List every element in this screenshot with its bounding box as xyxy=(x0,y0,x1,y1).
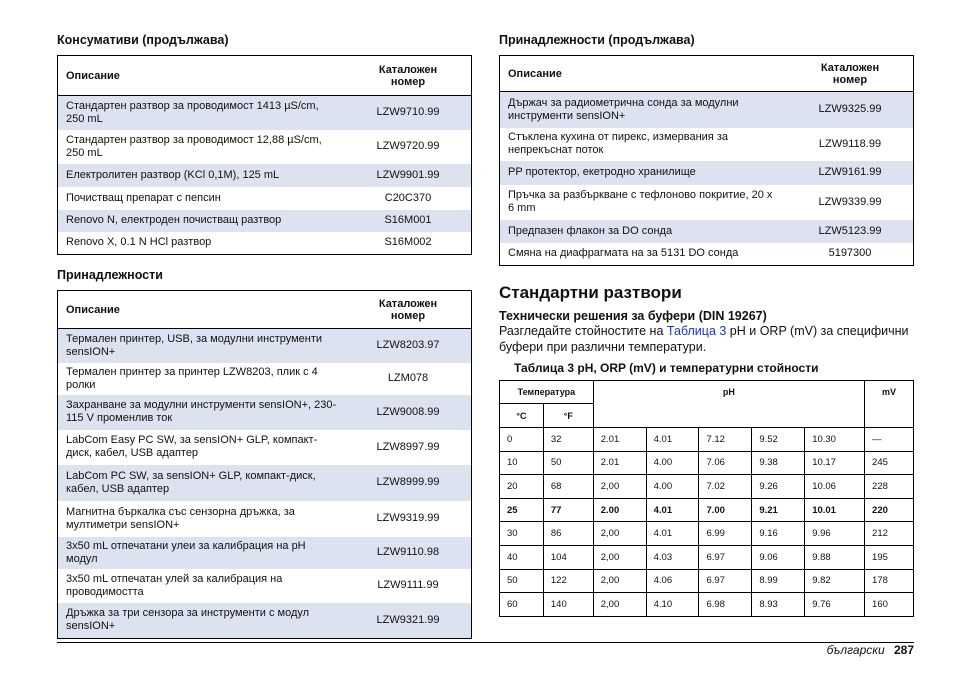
table-cell: 2.01 xyxy=(593,428,646,452)
header-temperature: Температура xyxy=(500,381,594,404)
table-cell: 2,00 xyxy=(593,475,646,499)
table-row xyxy=(500,498,914,522)
col-description: Описание xyxy=(500,56,788,92)
table-cell: 245 xyxy=(865,451,914,475)
table-row: Стандартен разтвор за проводимост 1413 µS/cm, 250 mL LZW9710.99 xyxy=(58,96,472,130)
table-cell: 6.98 xyxy=(699,593,752,617)
table-cell: 4.01 xyxy=(646,498,699,522)
table-cell: 212 xyxy=(865,522,914,546)
table-row: Смяна на диафрагмата на за 5131 DO сонда 5197300 xyxy=(508,247,872,260)
table-cell: 6.99 xyxy=(699,522,752,546)
col-catalog-number: Каталожен номер xyxy=(787,56,914,92)
table-row: Renovo X, 0.1 N HCl разтвор S16M002 xyxy=(66,236,432,249)
table-cell: 4.10 xyxy=(646,593,699,617)
table-row: Стъклена кухина от пирекс, измервания за непрекъснат поток LZW9118.99 xyxy=(508,131,882,156)
table-cell: 10.30 xyxy=(805,428,865,452)
footer-language: български xyxy=(826,643,885,657)
table-cell: 9.16 xyxy=(752,522,805,546)
col-description: Описание xyxy=(58,56,346,96)
table-cell: 160 xyxy=(865,593,914,617)
table-cell: 6.97 xyxy=(699,545,752,569)
standards-subheading: Технически решения за буфери (DIN 19267) xyxy=(499,309,767,323)
table-row: PP протектор, екетродно хранилище LZW9161.99 xyxy=(500,161,914,185)
table-row xyxy=(500,428,914,452)
table-cell: 50 xyxy=(543,451,593,475)
table-cell: 220 xyxy=(865,498,914,522)
table-cell: 68 xyxy=(543,475,593,499)
table-cell: 7.02 xyxy=(699,475,752,499)
table-row xyxy=(500,475,914,499)
table-row xyxy=(500,569,914,593)
table-cell: 122 xyxy=(543,569,593,593)
standards-heading: Стандартни разтвори xyxy=(499,283,682,302)
table-row: Предпазен флакон за DO сонда LZW5123.99 xyxy=(500,220,914,243)
table-cell: 4.00 xyxy=(646,475,699,499)
table-row: Захранване за модулни инструменти sensION+, 230-115 V променлив ток LZW9008.99 xyxy=(58,395,472,430)
table-cell: 9.21 xyxy=(752,498,805,522)
table-cell: 32 xyxy=(543,428,593,452)
table-cell: 140 xyxy=(543,593,593,617)
table-row: Термален принтер за принтер LZW8203, плик с 4 ролки LZM078 xyxy=(66,365,429,391)
header-mv: mV xyxy=(865,381,914,428)
table-cell: 9.82 xyxy=(805,569,865,593)
table-row: Почистващ препарат с пепсин C20C370 xyxy=(66,191,432,204)
table-cell: 7.12 xyxy=(699,428,752,452)
table-row: Електролитен разтвор (KCl 0,1M), 125 mL LZW9901.99 xyxy=(58,164,472,187)
table-cell: 9.52 xyxy=(752,428,805,452)
table-row: Пръчка за разбъркване с тефлоново покритие, 20 x 6 mm LZW9339.99 xyxy=(508,189,882,214)
table-cell: 195 xyxy=(865,545,914,569)
table-cell: 50 xyxy=(500,569,544,593)
table-cell: 7.00 xyxy=(699,498,752,522)
table-row: Дръжка за три сензора за инструменти с модул sensION+ LZW9321.99 xyxy=(58,603,472,639)
table-cell: 4.01 xyxy=(646,428,699,452)
table-cell: 8.93 xyxy=(752,593,805,617)
table-row xyxy=(500,545,914,569)
table-cell: 104 xyxy=(543,545,593,569)
table-caption: Таблица 3 pH, ORP (mV) и температурни стойности xyxy=(514,361,819,375)
table-cell: 10.06 xyxy=(805,475,865,499)
table-cell: 4.01 xyxy=(646,522,699,546)
table-row xyxy=(500,593,914,617)
consumables-title: Консумативи (продължава) xyxy=(57,33,229,47)
consumables-table xyxy=(57,55,472,255)
table-row: Стандартен разтвор за проводимост 12,88 µS/cm, 250 mL LZW9720.99 xyxy=(66,133,440,159)
table-cell: 2,00 xyxy=(593,569,646,593)
table-cell: 77 xyxy=(543,498,593,522)
table-row: Термален принтер, USB, за модулни инструменти sensION+ LZW8203.97 xyxy=(58,329,472,363)
table-cell: 178 xyxy=(865,569,914,593)
table-cell: 9.26 xyxy=(752,475,805,499)
table-cell: 7.06 xyxy=(699,451,752,475)
table-cell: 228 xyxy=(865,475,914,499)
table-cell: 9.96 xyxy=(805,522,865,546)
table-cell: — xyxy=(865,428,914,452)
table-cell: 10.01 xyxy=(805,498,865,522)
table-cell: 2.01 xyxy=(593,451,646,475)
accessories-title: Принадлежности xyxy=(57,268,163,282)
ph-table xyxy=(499,380,914,617)
header-fahrenheit: °F xyxy=(543,404,593,428)
table-cell: 60 xyxy=(500,593,544,617)
table-row: LabCom Easy PC SW, за sensION+ GLP, компакт-диск, кабел, USB адаптер LZW8997.99 xyxy=(66,434,440,459)
table-cell: 2.00 xyxy=(593,498,646,522)
table-row: LabCom PC SW, за sensION+ GLP, компакт-диск, кабел, USB адаптер LZW8999.99 xyxy=(58,465,472,501)
table-cell: 2,00 xyxy=(593,522,646,546)
table-row xyxy=(500,451,914,475)
header-celsius: °C xyxy=(500,404,544,428)
table-cell: 6.97 xyxy=(699,569,752,593)
table-cell: 10.17 xyxy=(805,451,865,475)
table-cell: 4.03 xyxy=(646,545,699,569)
table-row: 3x50 mL отпечатан улей за калибрация на проводимостта LZW9111.99 xyxy=(66,572,439,598)
col-catalog-number: Каталожен номер xyxy=(345,56,472,96)
table-row: 3x50 mL отпечатани улеи за калибрация на pH модул LZW9110.98 xyxy=(58,537,472,569)
col-description: Описание xyxy=(58,291,346,329)
table-row xyxy=(500,522,914,546)
table-3-link[interactable]: Таблица 3 xyxy=(666,324,727,338)
table-cell: 2,00 xyxy=(593,545,646,569)
table-cell: 20 xyxy=(500,475,544,499)
accessories-table xyxy=(57,290,472,639)
page-footer xyxy=(827,643,914,657)
table-cell: 9.06 xyxy=(752,545,805,569)
table-cell: 25 xyxy=(500,498,544,522)
col-catalog-number: Каталожен номер xyxy=(345,291,472,329)
accessories-cont-title: Принадлежности (продължава) xyxy=(499,33,695,47)
page-number: 287 xyxy=(893,643,914,657)
table-cell: 30 xyxy=(500,522,544,546)
table-cell: 40 xyxy=(500,545,544,569)
table-cell: 2,00 xyxy=(593,593,646,617)
accessories-cont-table xyxy=(499,55,914,266)
table-cell: 9.38 xyxy=(752,451,805,475)
table-row: Магнитна бъркалка със сензорна дръжка, за мултиметри sensION+ LZW9319.99 xyxy=(66,505,440,531)
table-cell: 9.76 xyxy=(805,593,865,617)
table-cell: 86 xyxy=(543,522,593,546)
table-cell: 4.06 xyxy=(646,569,699,593)
table-cell: 10 xyxy=(500,451,544,475)
header-ph: pH xyxy=(593,381,864,428)
table-row: Renovo N, електроден почистващ разтвор S16M001 xyxy=(58,210,472,232)
standards-paragraph: Разгледайте стойностите на Таблица 3 pH и ORP (mV) за специфични буфери при различни температури. xyxy=(499,324,909,354)
table-cell: 8.99 xyxy=(752,569,805,593)
table-cell: 4.00 xyxy=(646,451,699,475)
footer-divider xyxy=(57,642,914,643)
table-row: Държач за радиометрична сонда за модулни инструменти sensION+ LZW9325.99 xyxy=(500,92,914,128)
table-cell: 9.88 xyxy=(805,545,865,569)
table-cell: 0 xyxy=(500,428,544,452)
